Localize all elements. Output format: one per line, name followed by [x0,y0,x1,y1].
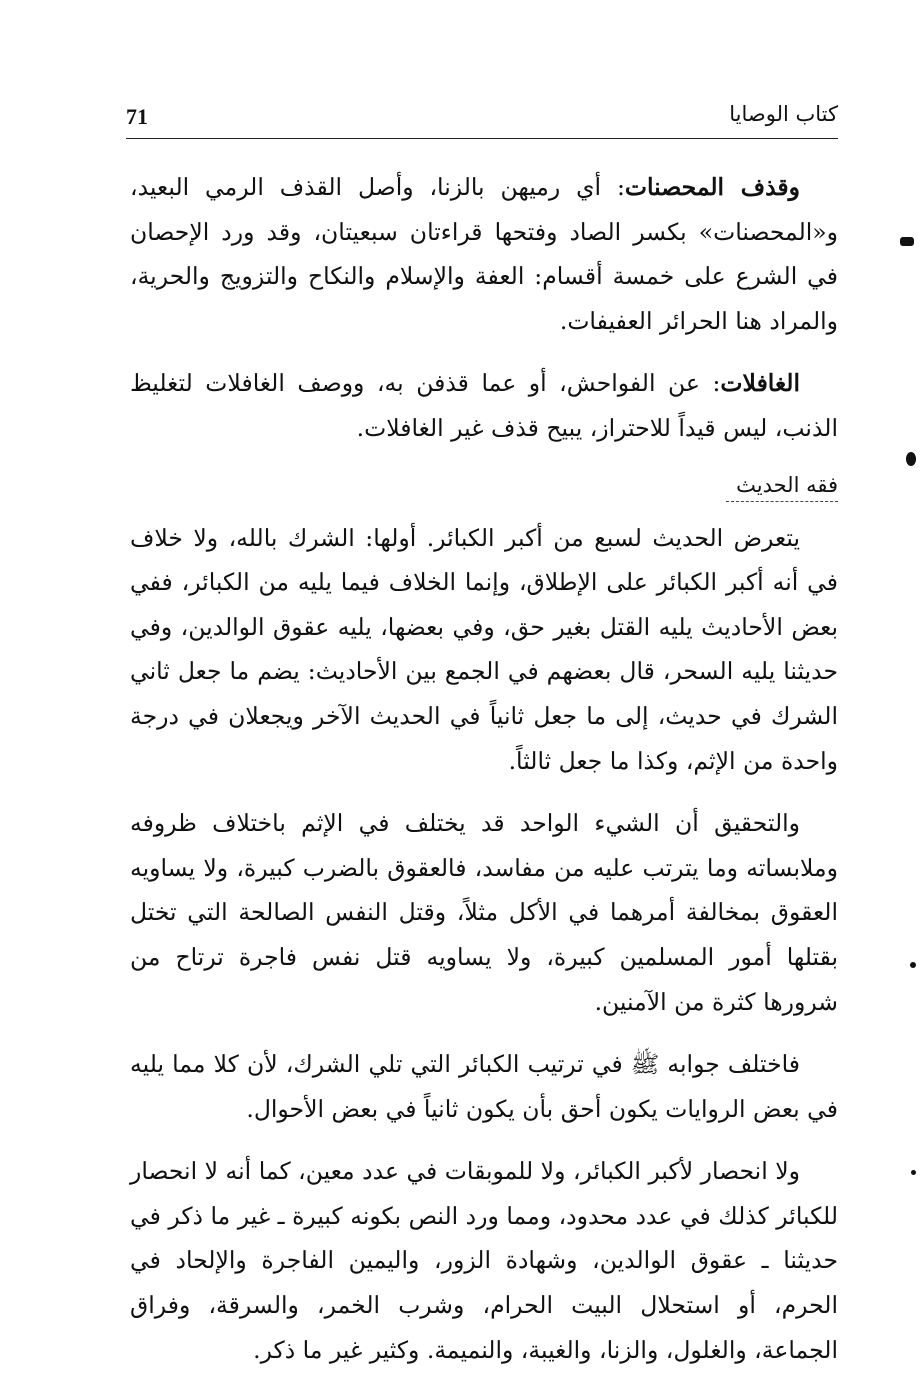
paragraph-ghafilat [130,361,838,450]
paragraph-kabair: يتعرض الحديث لسبع من أكبر الكبائر. أولها: الشرك بالله، ولا خلاف في أنه أكبر الكبائر على الإطلاق، وإنما الخلاف فيما يليه من الكبائر، ففي بعض الأحاديث يليه القتل بغير حق، وفي بعضها، يليه عقوق الوالدين، وفي حديثنا يليه السحر، قال بعضهم في الجمع بين الأحاديث: يضم ما جعل ثاني الشرك في حديث، إلى ما جعل ثانياً في الحديث الآخر ويجعلان في درجة واحدة من الإثم، وكذا ما جعل ثالثاً. [130,523,838,775]
paragraph-text: : أي رميهن بالزنا، وأصل القذف الرمي البعيد، و«المحصنات» بكسر الصاد وفتحها قراءتان سبعيتان، وقد ورد الإحصان في الشرع على خمسة أقسام: العفة والإسلام والنكاح والتزويج والحرية، والمراد هنا الحرائر العفيفات. [130,173,838,335]
paragraph-qadhf [130,165,838,343]
page-number: 71 [126,104,148,129]
term-muhsanat: وقذف المحصنات [624,173,800,201]
term-ghafilat: الغافلات [720,369,800,398]
scan-mark [911,1170,916,1175]
paragraph-text: : عن الفواحش، أو عما قذفن به، ووصف الغافلات لتغليظ الذنب، ليس قيداً للاحتراز، يبيح قذف غير الغافلات. [130,369,838,442]
scan-mark [910,962,916,968]
scan-mark [906,452,916,466]
running-title: كتاب الوصايا [729,102,838,126]
page-header [126,98,838,139]
paragraph-inhisar: ولا انحصار لأكبر الكبائر، ولا للموبقات في عدد معين، كما أنه لا انحصار للكبائر كذلك في عدد محدود، ومما ورد النص بكونه كبيرة ـ غير ما ذكر في حديثنا ـ عقوق الوالدين، وشهادة الزور، واليمين الفاجرة والإلحاد في الحرم، أو استحلال البيت الحرام، وشرب الخمر، والسرقة، وفراق الجماعة، والغلول، والزنا، والغيبة، والنميمة. وكثير غير ما ذكر. [130,1157,838,1364]
scan-mark [900,237,914,246]
page-body [130,165,838,1390]
section-heading: فقه الحديث [726,469,838,502]
paragraph-tahqiq: والتحقيق أن الشيء الواحد قد يختلف في الإثم باختلاف ظروفه وملابساته وما يترتب عليه من مفاسد، فالعقوق بالضرب كبيرة، ولا يساويه العقوق بمخالفة أمرهما في الأكل مثلاً، وقتل النفس الصالحة التي تختل بقتلها أمور المسلمين كبيرة، ولا يساويه قتل نفس فاجرة ترتاح من شرورها كثرة من الآمنين. [130,809,838,1016]
paragraph-ikhtilaf: فاختلف جوابه ﷺ في ترتيب الكبائر التي تلي الشرك، لأن كلا مما يليه في بعض الروايات يكون أحق بأن يكون ثانياً في بعض الأحوال. [130,1050,838,1123]
